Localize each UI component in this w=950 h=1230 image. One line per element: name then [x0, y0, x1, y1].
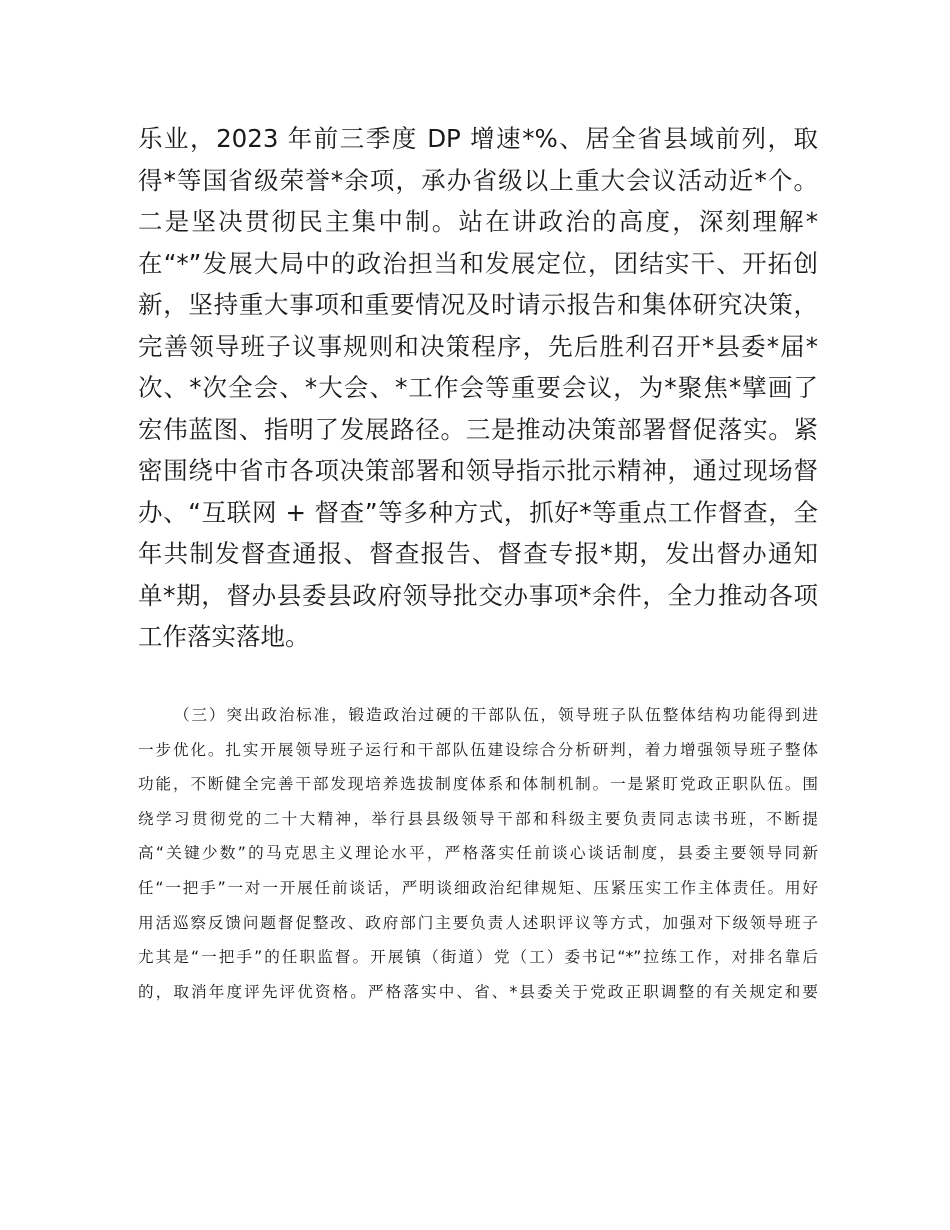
paragraph-line: 次、*次全会、*大会、*工作会等重要会议，为*聚焦*擘画了	[138, 373, 818, 402]
paragraph-line: 任“一把手”一对一开展任前谈话，严明谈细政治纪律规矩、压紧压实工作主体责任。用好	[138, 878, 818, 897]
paragraph-line: 一步优化。扎实开展领导班子运行和干部队伍建设综合分析研判，着力增强领导班子整体	[138, 740, 818, 759]
paragraph-line: 尤其是“一把手”的任职监督。开展镇（街道）党（工）委书记“*”拉练工作，对排名靠后	[138, 948, 818, 967]
paragraph-line: 完善领导班子议事规则和决策程序，先后胜利召开*县委*届*	[138, 331, 818, 361]
paragraph-line: （三）突出政治标准，锻造政治过硬的干部队伍，领导班子队伍整体结构功能得到进	[174, 706, 818, 724]
paragraph-line: 新，坚持重大事项和重要情况及时请示报告和集体研究决策，	[138, 290, 818, 319]
paragraph-line: 得*等国省级荣誉*余项，承办省级以上重大会议活动近*个。	[138, 165, 818, 195]
paragraph-line: 功能，不断健全完善干部发现培养选拔制度体系和体制机制。一是紧盯党政正职队伍。围	[138, 775, 818, 794]
paragraph-small-text	[138, 698, 818, 1009]
paragraph-line: 单*期，督办县委县政府领导批交办事项*余件，全力推动各项	[138, 580, 818, 610]
paragraph-line: 在“*”发展大局中的政治担当和发展定位，团结实干、开拓创	[138, 248, 818, 278]
paragraph-line: 绕学习贯彻党的二十大精神，举行县县级领导干部和科级主要负责同志读书班，不断提	[138, 809, 818, 828]
paragraph-line: 办、“互联网 + 督查”等多种方式，抓好*等重点工作督查，全	[138, 497, 818, 527]
paragraph-line: 用活巡察反馈问题督促整改、政府部门主要负责人述职评议等方式，加强对下级领导班子	[138, 913, 818, 932]
paragraph-line: 二是坚决贯彻民主集中制。站在讲政治的高度，深刻理解*	[138, 207, 818, 236]
paragraph-line: 宏伟蓝图、指明了发展路径。三是推动决策部署督促落实。紧	[138, 414, 818, 444]
paragraph-line: 密围绕中省市各项决策部署和领导指示批示精神，通过现场督	[138, 456, 818, 485]
paragraph-line: 乐业，2023 年前三季度 DP 增速*%、居全省县域前列，取	[138, 124, 818, 153]
paragraph-line: 年共制发督查通报、督查报告、督查专报*期，发出督办通知	[138, 539, 818, 568]
paragraph-line: 工作落实落地。	[138, 622, 310, 651]
paragraph-large-text	[138, 118, 818, 658]
paragraph-line: 的，取消年度评先评优资格。严格落实中、省、*县委关于党政正职调整的有关规定和要	[138, 982, 818, 1001]
paragraph-line: 高“关键少数”的马克思主义理论水平，严格落实任前谈心谈话制度，县委主要领导同新	[138, 844, 818, 863]
